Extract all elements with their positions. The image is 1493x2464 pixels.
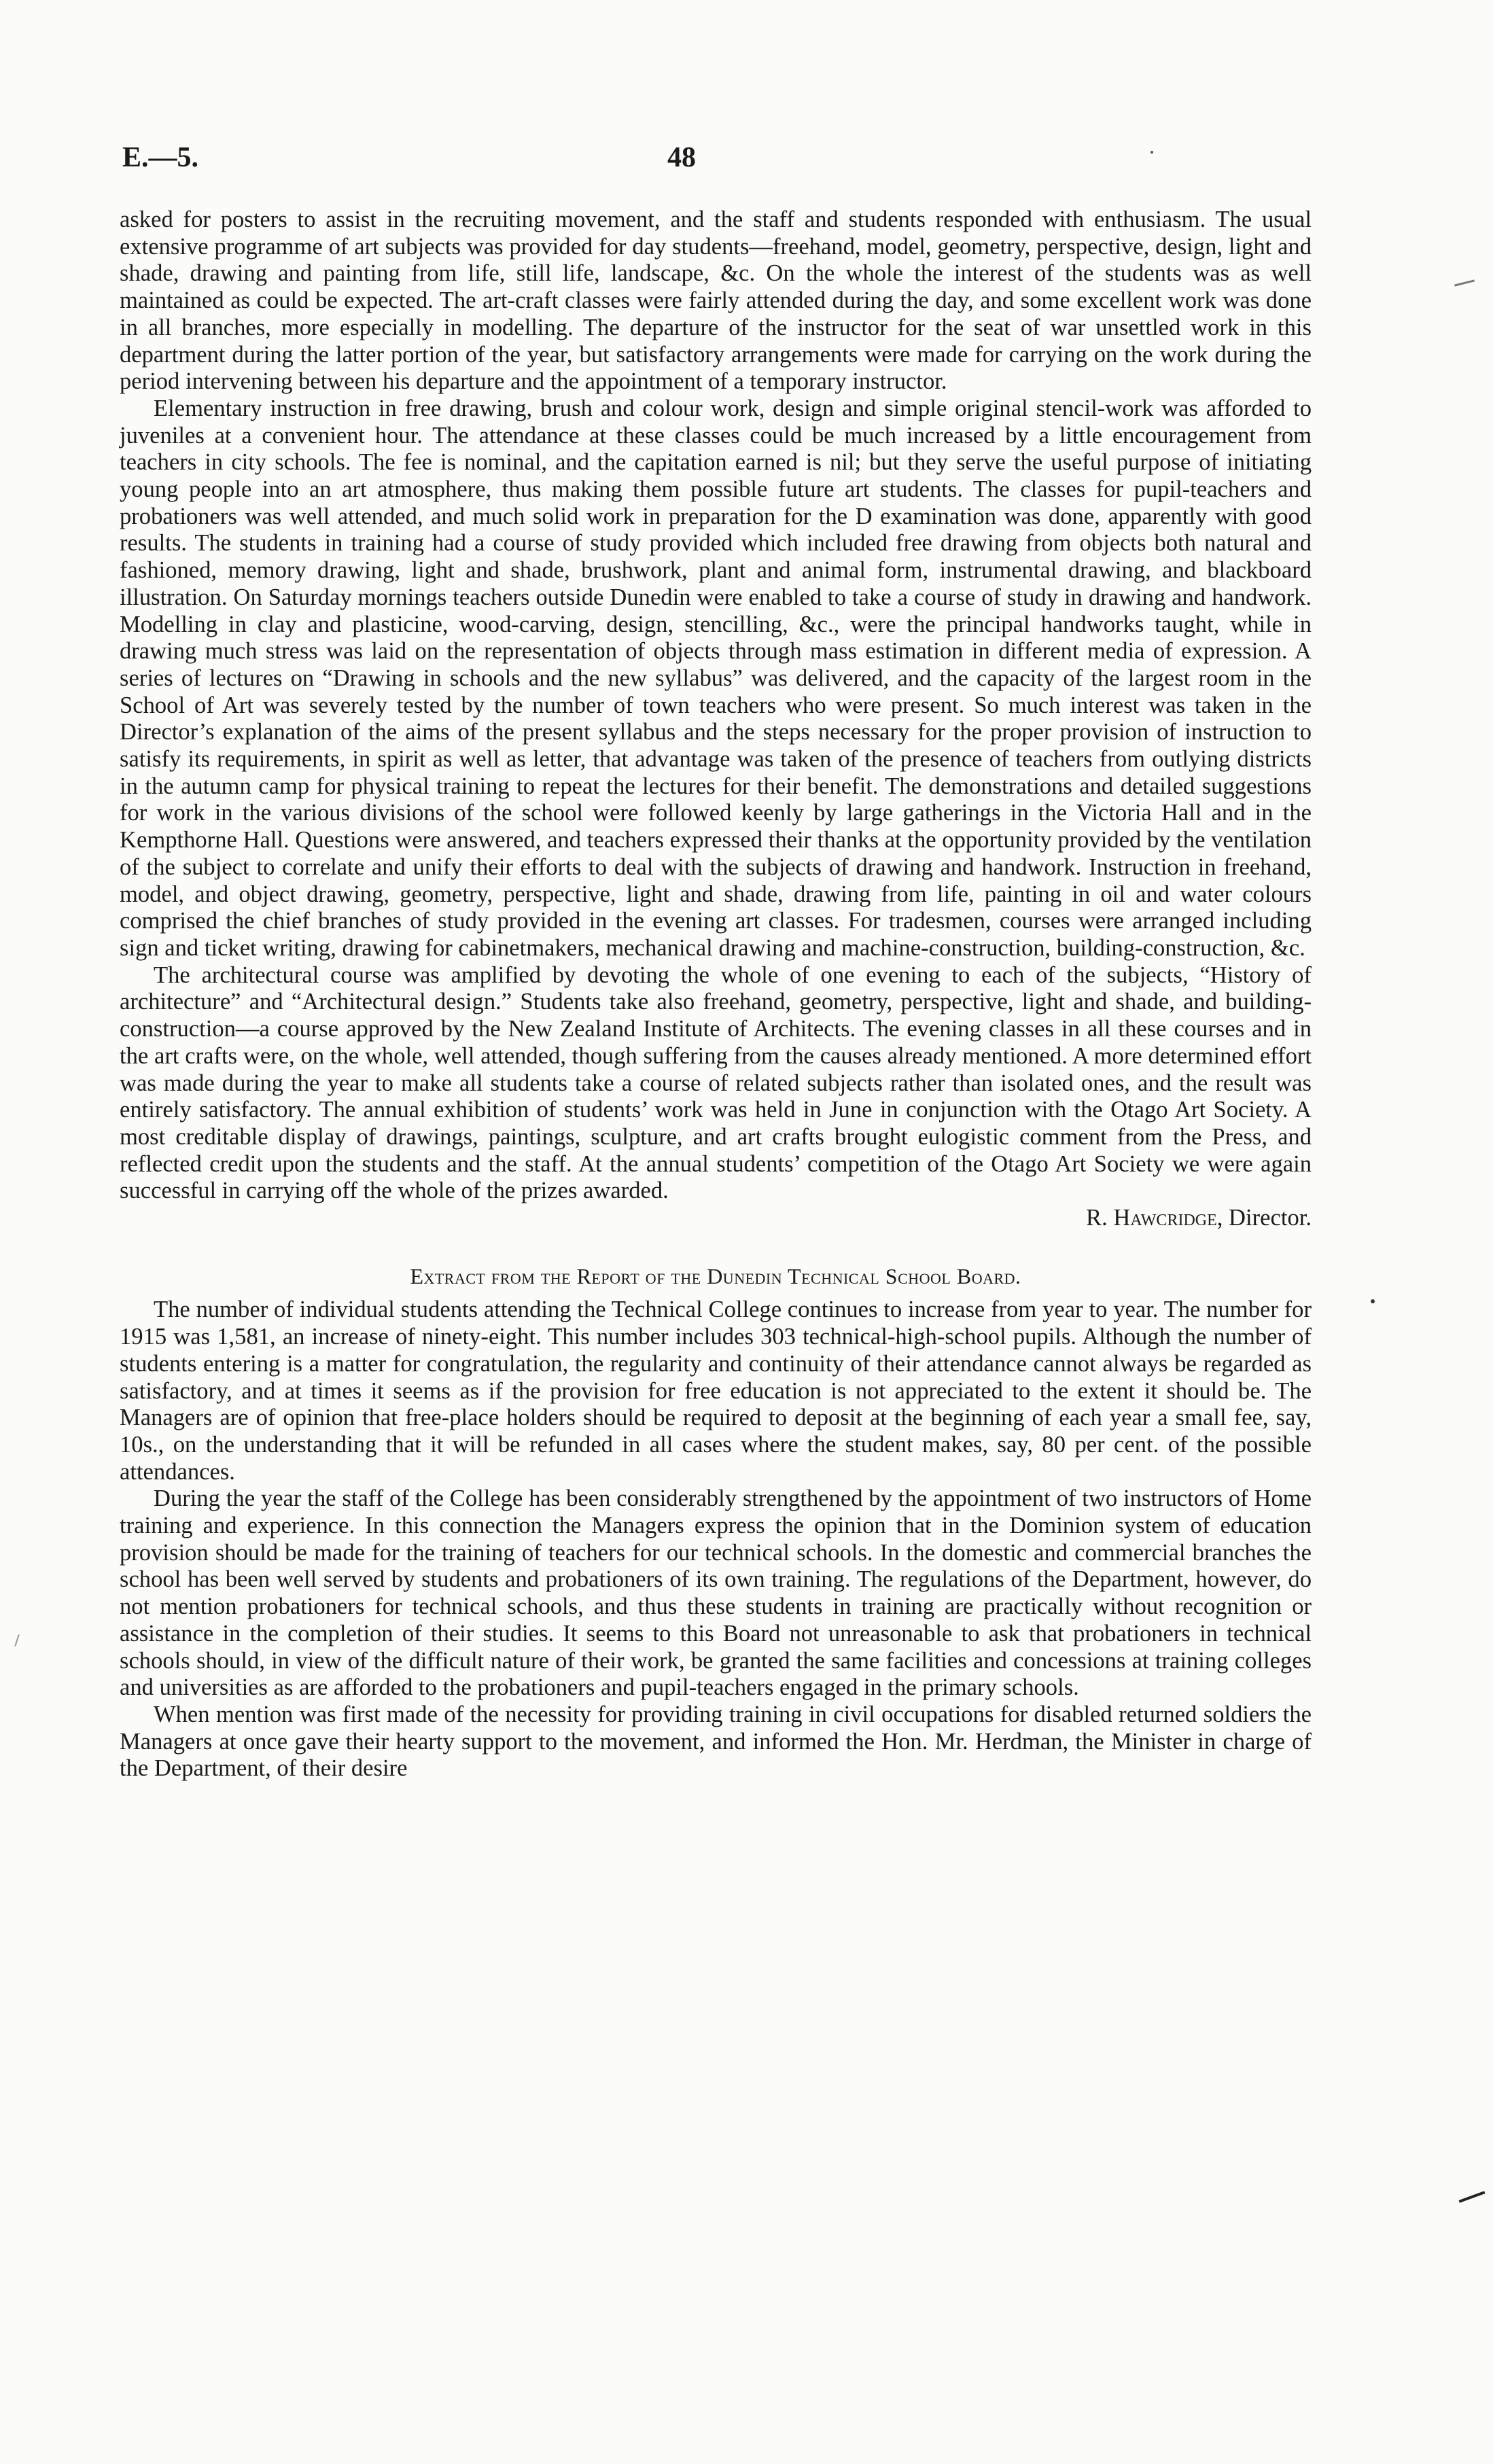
paragraph: The number of individual students attending the Technical College continues to increase from year to year. The number for 1915 was 1,581, an increase of ninety-eight. This number includes 303 technical-high-school pupils. Although the number of students entering is a matter for congratulation, the regularity and continuity of their attendance cannot always be regarded as satisfactory, and at times it seems as if the provision for free education is not appreciated to the extent it should be. The Managers are of opinion that free-place holders should be required to deposit at the beginning of each year a small fee, say, 10s., on the understanding that it will be refunded in all cases where the student makes, say, 80 per cent. of the possible attendances. <box>120 1297 1312 1485</box>
margin-pencil-mark <box>1454 279 1475 286</box>
signature <box>120 1205 1312 1232</box>
paragraph: When mention was first made of the necessity for providing training in civil occupations for disabled returned soldiers the Managers at once gave their hearty support to the movement, and informed the Hon. Mr. Herdman, the Minister in charge of the Department, of their desire <box>120 1701 1312 1782</box>
margin-pencil-mark <box>1459 2191 1486 2202</box>
paragraph: During the year the staff of the College has been considerably strengthened by the appointment of two instructors of Home training and experience. In this connection the Managers express the opinion that in the Dominion system of education provision should be made for the training of teachers for our technical schools. In the domestic and commercial branches the school has been well served by students and probationers of its own training. The regulations of the Department, however, do not mention probationers for technical schools, and thus these students in training are practically without recognition or assistance in the completion of their studies. It seems to this Board not unreasonable to ask that probationers in technical schools should, in view of the difficult nature of their work, be granted the same facilities and concessions at training colleges and universities as are afforded to the probationers and pupil-teachers engaged in the primary schools. <box>120 1485 1312 1701</box>
section-heading: Extract from the Report of the Dunedin Technical School Board. <box>410 1263 1021 1288</box>
paragraph: asked for posters to assist in the recruiting movement, and the staff and students responded with enthusiasm. The usual extensive programme of art subjects was provided for day students—freehand, model, geometry, perspective, design, light and shade, drawing and painting from life, still life, landscape, &c. On the whole the interest of the students was as well maintained as could be expected. The art-craft classes were fairly attended during the day, and some excellent work was done in all branches, more especially in modelling. The departure of the instructor for the seat of war unsettled work in this department during the latter portion of the year, but satisfactory arrangements were made for carrying on the work during the period intervening between his departure and the appointment of a temporary instructor. <box>120 207 1312 395</box>
section-reference: E.—5. <box>122 142 199 173</box>
signature-title: , Director. <box>1216 1205 1312 1231</box>
paragraph: The architectural course was amplified by devoting the whole of one evening to each of the subjects, “History of architecture” and “Architectural design.” Students take also freehand, geometry, perspective, light and shade, and building-construction—a course approved by the New Zealand Institute of Architects. The evening classes in all these courses and in the art crafts were, on the whole, well attended, though suffering from the causes already mentioned. A more determined effort was made during the year to make all students take a course of related subjects rather than isolated ones, and the result was entirely satisfactory. The annual exhibition of students’ work was held in June in conjunction with the Otago Art Society. A most creditable display of drawings, paintings, sculpture, and art crafts brought eulogistic comment from the Press, and reflected credit upon the students and the staff. At the annual students’ competition of the Otago Art Society we were again successful in carrying off the whole of the prizes awarded. <box>120 962 1312 1204</box>
margin-dot <box>1371 1299 1375 1303</box>
report-body <box>120 207 1312 1782</box>
paragraph: Elementary instruction in free drawing, brush and colour work, design and simple original stencil-work was afforded to juveniles at a convenient hour. The attendance at these classes could be much increased by a little encouragement from teachers in city schools. The fee is nominal, and the capitation earned is nil; but they serve the useful purpose of initiating young people into an art atmosphere, thus making them possible future art students. The classes for pupil-teachers and probationers was well attended, and much solid work in preparation for the D examination was done, apparently with good results. The students in training had a course of study provided which included free drawing from objects both natural and fashioned, memory drawing, light and shade, brushwork, plant and animal form, instrumental drawing, and blackboard illustration. On Saturday mornings teachers outside Dunedin were enabled to take a course of study in drawing and handwork. Modelling in clay and plasticine, wood-carving, design, stencilling, &c., were the principal handworks taught, while in drawing much stress was laid on the representation of objects through mass estimation in different media of expression. A series of lectures on “Drawing in schools and the new syllabus” was delivered, and the capacity of the largest room in the School of Art was severely tested by the number of town teachers who were present. So much interest was taken in the Director’s explanation of the aims of the present syllabus and the steps necessary for the proper provision of instruction to satisfy its requirements, in spirit as well as letter, that advantage was taken of the presence of teachers from outlying districts in the autumn camp for physical training to repeat the lectures for their benefit. The demonstrations and detailed suggestions for work in the various divisions of the school were followed keenly by large gatherings in the Victoria Hall and in the Kempthorne Hall. Questions were answered, and teachers expressed their thanks at the opportunity provided by the ventilation of the subject to correlate and unify their efforts to deal with the subjects of drawing and handwork. Instruction in freehand, model, and object drawing, geometry, perspective, light and shade, drawing from life, painting in oil and water colours comprised the chief branches of study provided in the evening art classes. For tradesmen, courses were arranged including sign and ticket writing, drawing for cabinetmakers, mechanical drawing and machine-construction, building-construction, &c. <box>120 395 1312 961</box>
page-header <box>122 141 1371 182</box>
margin-dot <box>1151 151 1153 154</box>
signature-name: R. Hawcridge <box>1086 1205 1217 1231</box>
page-number: 48 <box>667 142 696 173</box>
margin-tick <box>14 1634 19 1647</box>
